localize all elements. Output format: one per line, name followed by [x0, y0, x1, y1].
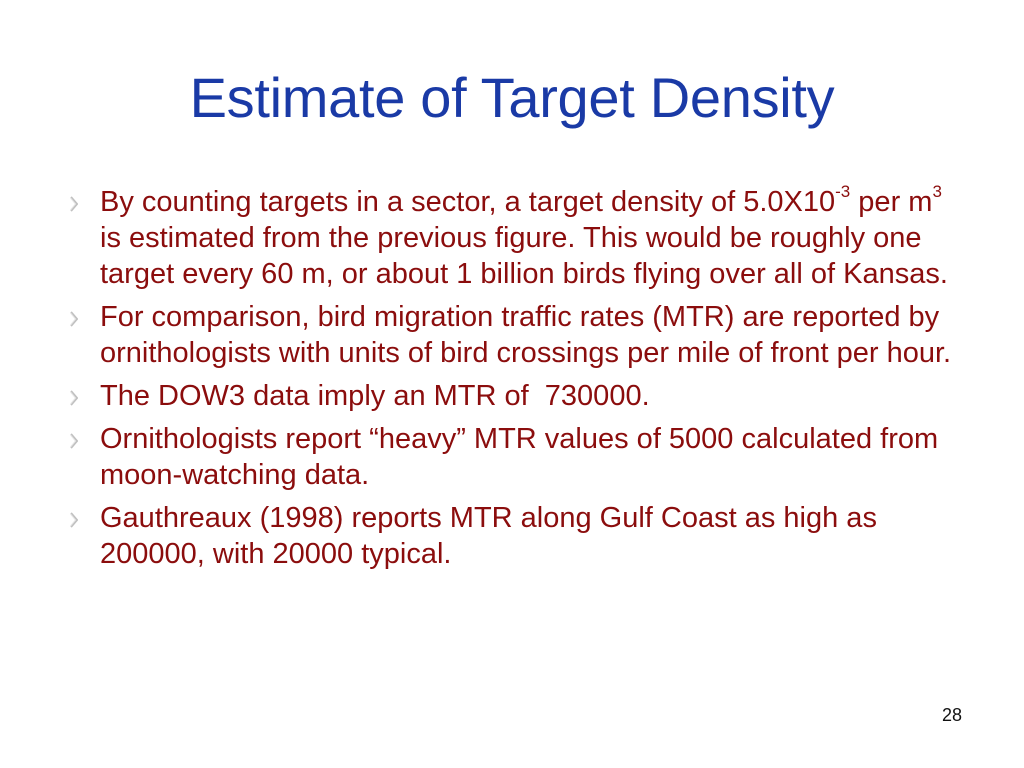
- bullet-list: [68, 184, 968, 579]
- chevron-right-icon: [70, 390, 78, 406]
- superscript-exponent: 3: [932, 182, 942, 202]
- bullet-text: Ornithologists report “heavy” MTR values of 5000 calculated from moon-watching data.: [100, 423, 939, 491]
- bullet-text-part: is estimated from the previous figure. This would be roughly one target every 60 m, or about 1 billion birds flying over all of Kansas.: [100, 222, 948, 290]
- bullet-text: Gauthreaux (1998) reports MTR along Gulf Coast as high as 200000, with 20000 typical.: [100, 502, 877, 570]
- bullet-text: The DOW3 data imply an MTR of 730000.: [100, 380, 650, 412]
- chevron-right-icon: [70, 196, 78, 212]
- bullet-item-3: [68, 378, 968, 414]
- bullet-item-2: [68, 299, 968, 371]
- chevron-right-icon: [70, 433, 78, 449]
- bullet-text: [100, 182, 948, 290]
- slide-title: Estimate of Target Density: [189, 66, 835, 129]
- chevron-right-icon: [70, 512, 78, 528]
- bullet-item-4: [68, 421, 968, 493]
- bullet-item-1: [68, 184, 968, 292]
- bullet-item-5: [68, 500, 968, 572]
- page-number: 28: [941, 705, 962, 725]
- bullet-text: For comparison, bird migration traffic rates (MTR) are reported by ornithologists with units of bird crossings per mile of front per hour.: [100, 301, 952, 369]
- chevron-right-icon: [70, 311, 78, 327]
- bullet-text-part: By counting targets in a sector, a target density of 5.0X10: [100, 186, 836, 218]
- bullet-text-part: per m: [850, 186, 933, 218]
- superscript-exponent: -3: [835, 182, 851, 202]
